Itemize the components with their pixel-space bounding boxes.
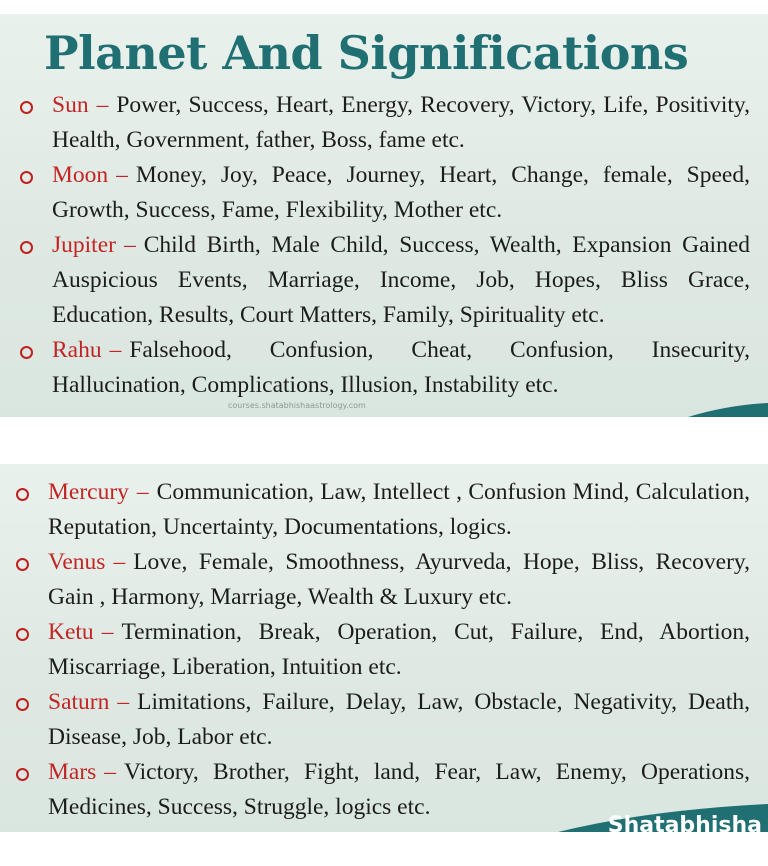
list-item-venus bbox=[0, 545, 768, 615]
list-item-rahu bbox=[0, 333, 768, 403]
slide-bottom bbox=[0, 464, 768, 832]
significations-text: Victory, Brother, Fight, land, Fear, Law, Enemy, Operations, Medicines, Success, Struggle, logics etc. bbox=[48, 759, 750, 820]
list-item-mercury bbox=[0, 475, 768, 545]
dash: – bbox=[96, 92, 109, 118]
circle-bullet-icon bbox=[16, 558, 29, 571]
dash: – bbox=[104, 759, 117, 785]
circle-bullet-icon bbox=[20, 171, 33, 184]
dash: – bbox=[123, 232, 136, 258]
dash: – bbox=[101, 619, 114, 645]
brand-logo-text: Shatabhisha bbox=[607, 813, 762, 832]
significations-text: Termination, Break, Operation, Cut, Failure, End, Abortion, Miscarriage, Liberation, Intuition etc. bbox=[48, 619, 750, 680]
significations-list-bottom bbox=[0, 475, 768, 825]
significations-text: Limitations, Failure, Delay, Law, Obstacle, Negativity, Death, Disease, Job, Labor etc. bbox=[48, 689, 750, 750]
planet-name: Venus bbox=[48, 549, 106, 575]
significations-text: Child Birth, Male Child, Success, Wealth, Expansion Gained Auspicious Events, Marriage, Income, Job, Hopes, Bliss Grace, Education, Results, Court Matters, Family, Spirituality etc. bbox=[52, 232, 750, 328]
list-item-saturn bbox=[0, 685, 768, 755]
slide-top bbox=[0, 14, 768, 417]
dash: – bbox=[113, 549, 126, 575]
circle-bullet-icon bbox=[20, 346, 33, 359]
planet-name: Mercury bbox=[48, 479, 129, 505]
circle-bullet-icon bbox=[20, 241, 33, 254]
planet-name: Saturn bbox=[48, 689, 110, 715]
planet-name: Sun bbox=[52, 92, 89, 118]
planet-name: Ketu bbox=[48, 619, 94, 645]
dash: – bbox=[116, 162, 128, 188]
planet-name: Rahu bbox=[52, 337, 102, 363]
circle-bullet-icon bbox=[20, 101, 33, 114]
list-item-jupiter bbox=[0, 228, 768, 333]
significations-text: Money, Joy, Peace, Journey, Heart, Change, female, Speed, Growth, Success, Fame, Flexibility, Mother etc. bbox=[52, 162, 750, 223]
significations-list-top bbox=[0, 88, 768, 403]
circle-bullet-icon bbox=[16, 698, 29, 711]
corner-swoosh-icon bbox=[688, 403, 768, 417]
list-item-moon bbox=[0, 158, 768, 228]
list-item-ketu bbox=[0, 615, 768, 685]
list-item-sun bbox=[0, 88, 768, 158]
slide-title: Planet And Significations bbox=[44, 26, 689, 80]
dash: – bbox=[117, 689, 130, 715]
planet-name: Jupiter bbox=[52, 232, 116, 258]
dash: – bbox=[136, 479, 149, 505]
significations-text: Power, Success, Heart, Energy, Recovery, Victory, Life, Positivity, Health, Government, father, Boss, fame etc. bbox=[52, 92, 750, 153]
circle-bullet-icon bbox=[16, 488, 29, 501]
significations-text: Love, Female, Smoothness, Ayurveda, Hope, Bliss, Recovery, Gain , Harmony, Marriage, Wealth & Luxury etc. bbox=[48, 549, 750, 610]
significations-text: Communication, Law, Intellect , Confusion Mind, Calculation, Reputation, Uncertainty, Documentations, logics. bbox=[48, 479, 750, 540]
significations-text: Falsehood, Confusion, Cheat, Confusion, Insecurity, Hallucination, Complications, Illusion, Instability etc. bbox=[52, 337, 750, 398]
circle-bullet-icon bbox=[16, 768, 29, 781]
dash: – bbox=[109, 337, 122, 363]
planet-name: Moon bbox=[52, 162, 109, 188]
circle-bullet-icon bbox=[16, 628, 29, 641]
planet-name: Mars bbox=[48, 759, 97, 785]
watermark: courses.shatabhishaastrology.com bbox=[228, 401, 366, 410]
